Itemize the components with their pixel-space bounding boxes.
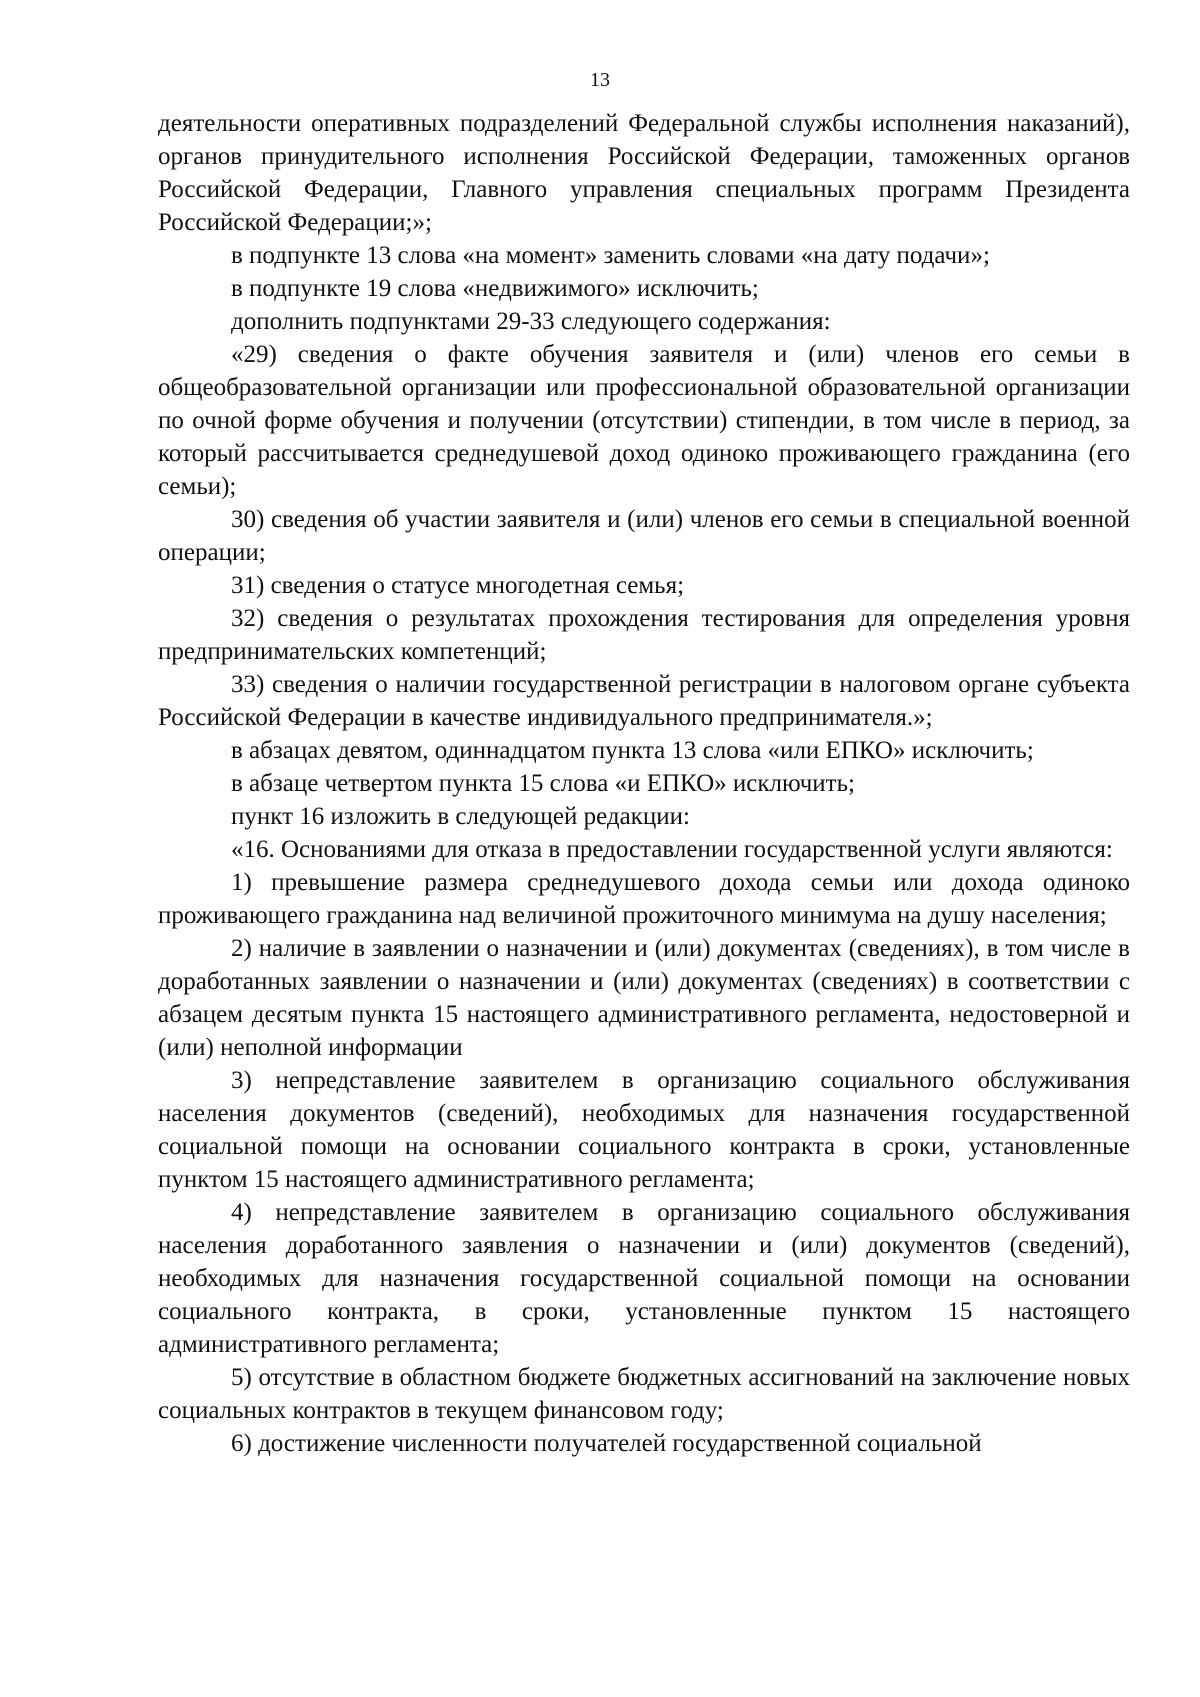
paragraph: 4) непредставление заявителем в организацию социального обслуживания населения доработанного заявления о назначении и (или) документов (сведений), необходимых для назначения государственной социальной помощи на основании социального контракта, в сроки, установленные пунктом 15 настоящего административного регламента; — [158, 1199, 1130, 1358]
paragraph: «16. Основаниями для отказа в предоставлении государственной услуги являются: — [231, 836, 1113, 863]
paragraph-continuation: деятельности оперативных подразделений Федеральной службы исполнения наказаний), органов принудительного исполнения Российской Федерации, таможенных органов Российской Федерации, Главного управления специальных программ Президента Российской Федерации;»; — [158, 110, 1130, 236]
paragraph: 6) достижение численности получателей государственной социальной — [231, 1430, 982, 1457]
document-body — [158, 107, 1130, 1460]
paragraph: в абзаце четвертом пункта 15 слова «и ЕПКО» исключить; — [231, 770, 855, 797]
paragraph: в подпункте 13 слова «на момент» заменить словами «на дату подачи»; — [231, 242, 990, 269]
paragraph: 32) сведения о результатах прохождения тестирования для определения уровня предпринимательских компетенций; — [158, 605, 1130, 665]
paragraph: пункт 16 изложить в следующей редакции: — [231, 803, 690, 830]
paragraph: в абзацах девятом, одиннадцатом пункта 13 слова «или ЕПКО» исключить; — [231, 737, 1034, 764]
paragraph: 31) сведения о статусе многодетная семья; — [231, 572, 685, 599]
paragraph: 5) отсутствие в областном бюджете бюджетных ассигнований на заключение новых социальных контрактов в текущем финансовом году; — [158, 1364, 1130, 1424]
paragraph: дополнить подпунктами 29-33 следующего содержания: — [231, 308, 831, 335]
paragraph: 33) сведения о наличии государственной регистрации в налоговом органе субъекта Российской Федерации в качестве индивидуального предпринимателя.»; — [158, 671, 1130, 731]
paragraph: 1) превышение размера среднедушевого дохода семьи или дохода одиноко проживающего гражданина над величиной прожиточного минимума на душу населения; — [158, 869, 1130, 929]
paragraph: 2) наличие в заявлении о назначении и (или) документах (сведениях), в том числе в доработанных заявлении о назначении и (или) документах (сведениях) в соответствии с абзацем десятым пункта 15 настоящего административного регламента, недостоверной и (или) неполной информации — [158, 935, 1130, 1061]
paragraph: в подпункте 19 слова «недвижимого» исключить; — [231, 275, 759, 302]
paragraph: 30) сведения об участии заявителя и (или) членов его семьи в специальной военной операции; — [158, 506, 1130, 566]
page-number: 13 — [590, 69, 610, 91]
paragraph: «29) сведения о факте обучения заявителя и (или) членов его семьи в общеобразовательной организации или профессиональной образовательной организации по очной форме обучения и получении (отсутствии) стипендии, в том числе в период, за который рассчитывается среднедушевой доход одиноко проживающего гражданина (его семьи); — [158, 341, 1130, 500]
paragraph: 3) непредставление заявителем в организацию социального обслуживания населения документов (сведений), необходимых для назначения государственной социальной помощи на основании социального контракта в сроки, установленные пунктом 15 настоящего административного регламента; — [158, 1067, 1130, 1193]
